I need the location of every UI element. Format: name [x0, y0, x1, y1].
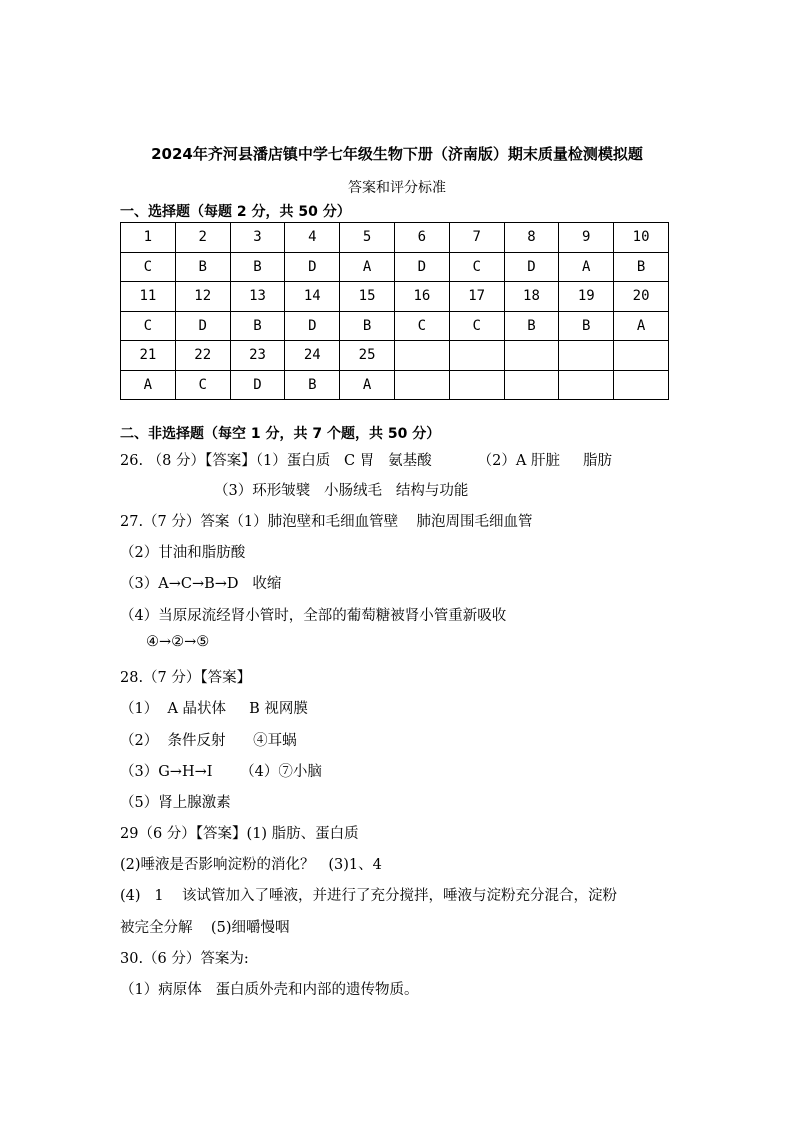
answer-line: 26. （8 分）【答案】（1）蛋白质 C 胃 氨基酸 （2）A 肝脏 脂肪 [120, 453, 613, 469]
question-number-cell: 16 [394, 282, 449, 312]
question-number-cell [394, 341, 449, 371]
answer-cell: B [504, 311, 559, 341]
answer-cell: B [230, 311, 285, 341]
answer-line: （3）G→H→I （4）⑦小脑 [120, 764, 322, 780]
question-number-cell: 23 [230, 341, 285, 371]
question-number-cell: 1 [121, 223, 176, 253]
answer-cell: D [285, 252, 340, 282]
answer-cell: B [340, 311, 395, 341]
answer-key-row [121, 311, 669, 341]
answer-cell: B [285, 370, 340, 400]
answer-cell: C [121, 311, 176, 341]
answer-line: (2)唾液是否影响淀粉的消化？ (3)1、4 [120, 857, 382, 873]
question-number-cell: 22 [175, 341, 230, 371]
question-number-cell: 25 [340, 341, 395, 371]
answer-key-row [121, 370, 669, 400]
answer-cell: B [614, 252, 669, 282]
answer-cell [449, 370, 504, 400]
answer-cell: C [449, 252, 504, 282]
answer-line: 被完全分解 (5)细嚼慢咽 [120, 920, 290, 936]
answer-line: 30.（6 分）答案为: [120, 951, 249, 967]
answer-cell: A [340, 370, 395, 400]
answer-line: （4）当原尿流经肾小管时，全部的葡萄糖被肾小管重新吸收 [120, 608, 507, 624]
answer-line: （2） 条件反射 ④耳蜗 [120, 733, 297, 749]
answer-cell: D [230, 370, 285, 400]
question-number-cell: 13 [230, 282, 285, 312]
answer-cell: B [175, 252, 230, 282]
answer-line: （3）环形皱襞 小肠绒毛 结构与功能 [214, 483, 469, 499]
answer-cell: B [559, 311, 614, 341]
document-title: 2024年齐河县潘店镇中学七年级生物下册（济南版）期末质量检测模拟题 [151, 145, 643, 163]
section-1-heading: 一、选择题（每题 2 分，共 50 分） [120, 204, 351, 220]
answer-cell [394, 370, 449, 400]
question-number-cell: 14 [285, 282, 340, 312]
question-number-cell: 8 [504, 223, 559, 253]
question-number-row [121, 223, 669, 253]
question-number-row [121, 282, 669, 312]
question-number-row [121, 341, 669, 371]
answer-cell: D [175, 311, 230, 341]
question-number-cell: 9 [559, 223, 614, 253]
question-number-cell: 20 [614, 282, 669, 312]
answer-line: （3）A→C→B→D 收缩 [120, 576, 282, 592]
question-number-cell: 4 [285, 223, 340, 253]
answer-cell [614, 370, 669, 400]
question-number-cell: 6 [394, 223, 449, 253]
question-number-cell [559, 341, 614, 371]
question-number-cell: 5 [340, 223, 395, 253]
answer-cell: C [449, 311, 504, 341]
question-number-cell: 3 [230, 223, 285, 253]
answer-cell: A [121, 370, 176, 400]
question-number-cell [449, 341, 504, 371]
question-number-cell: 11 [121, 282, 176, 312]
answer-cell: B [230, 252, 285, 282]
answer-cell: C [394, 311, 449, 341]
answer-table [120, 222, 669, 400]
question-number-cell [504, 341, 559, 371]
question-number-cell: 18 [504, 282, 559, 312]
answer-cell: C [175, 370, 230, 400]
answer-line: （2）甘油和脂肪酸 [120, 545, 246, 561]
answer-cell: C [121, 252, 176, 282]
answer-cell [559, 370, 614, 400]
answer-cell: D [504, 252, 559, 282]
answer-key-row [121, 252, 669, 282]
answer-cell: D [285, 311, 340, 341]
answer-line: （1）病原体 蛋白质外壳和内部的遗传物质。 [120, 982, 419, 998]
answer-cell: A [559, 252, 614, 282]
answer-line: 27.（7 分）答案（1）肺泡壁和毛细血管壁 肺泡周围毛细血管 [120, 514, 533, 530]
question-number-cell: 17 [449, 282, 504, 312]
answer-cell: D [394, 252, 449, 282]
question-number-cell: 15 [340, 282, 395, 312]
answer-line: （1） A 晶状体 B 视网膜 [120, 701, 308, 717]
answer-line: (4) 1 该试管加入了唾液，并进行了充分搅拌，唾液与淀粉充分混合，淀粉 [120, 888, 618, 904]
answer-line: ④→②→⑤ [146, 634, 210, 650]
document-subtitle: 答案和评分标准 [348, 180, 446, 196]
question-number-cell [614, 341, 669, 371]
question-number-cell: 19 [559, 282, 614, 312]
question-number-cell: 2 [175, 223, 230, 253]
answer-line: （5）肾上腺激素 [120, 795, 231, 811]
answer-cell: A [340, 252, 395, 282]
question-number-cell: 21 [121, 341, 176, 371]
section-2-heading: 二、非选择题（每空 1 分，共 7 个题，共 50 分） [120, 426, 441, 442]
question-number-cell: 24 [285, 341, 340, 371]
answer-line: 28.（7 分）【答案】 [120, 670, 252, 686]
answer-line: 29（6 分）【答案】(1) 脂肪、蛋白质 [120, 826, 359, 842]
question-number-cell: 12 [175, 282, 230, 312]
answer-cell [504, 370, 559, 400]
question-number-cell: 10 [614, 223, 669, 253]
question-number-cell: 7 [449, 223, 504, 253]
answer-cell: A [614, 311, 669, 341]
